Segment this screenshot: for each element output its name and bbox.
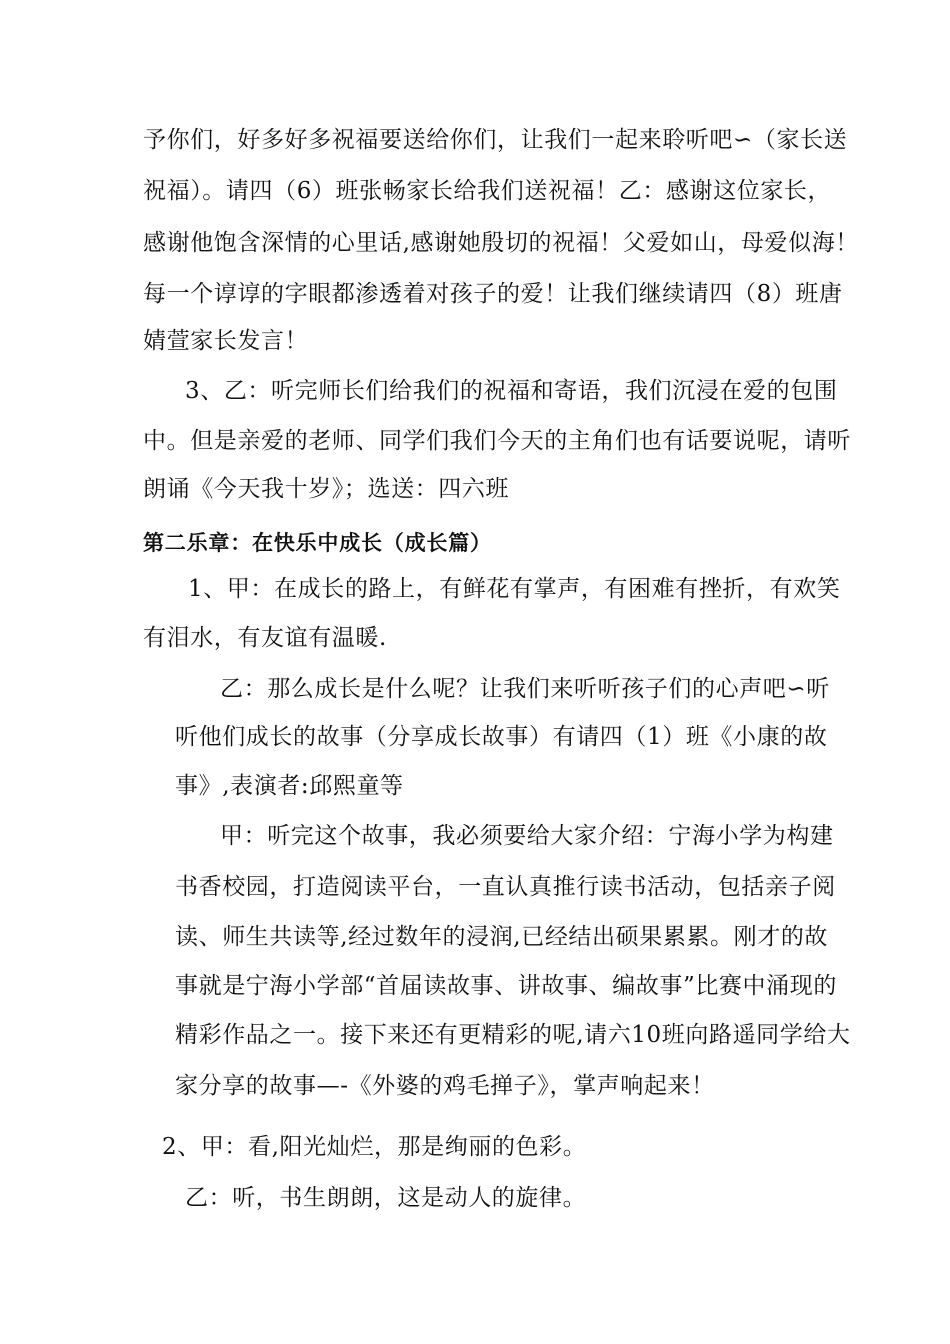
text-line: 书香校园，打造阅读平台，一直认真推行读书活动，包括亲子阅 xyxy=(175,874,836,900)
text-line: 3、乙：听完师长们给我们的祝福和寄语，我们沉浸在爱的包围 xyxy=(185,378,838,404)
text-line: 精彩作品之一。接下来还有更精彩的呢,请六10班向路遥同学给大 xyxy=(175,1022,851,1048)
text-line: 事就是宁海小学部“首届读故事、讲故事、编故事”比赛中涌现的 xyxy=(175,973,837,999)
text-line: 听他们成长的故事（分享成长故事）有请四（1）班《小康的故 xyxy=(175,724,828,750)
section-heading: 第二乐章：在快乐中成长（成长篇） xyxy=(143,531,492,555)
text-line: 婧萱家长发言！ xyxy=(143,328,309,354)
text-line: 感谢他饱含深情的心里话,感谢她殷切的祝福！父爱如山，母爱似海！ xyxy=(143,230,859,256)
text-line: 予你们，好多好多祝福要送给你们，让我们一起来聆听吧∽（家长送 xyxy=(143,127,848,153)
text-line: 家分享的故事—-《外婆的鸡毛掸子》，掌声响起来！ xyxy=(175,1073,715,1099)
text-line: 乙：听，书生朗朗，这是动人的旋律。 xyxy=(185,1185,587,1211)
text-line: 乙：那么成长是什么呢？让我们来听听孩子们的心声吧∽听 xyxy=(220,676,830,702)
text-line: 甲：听完这个故事，我必须要给大家介绍：宁海小学为构建 xyxy=(220,823,834,849)
text-line: 有泪水，有友谊有温暖. xyxy=(143,625,387,651)
text-line: 事》,表演者:邱熙童等 xyxy=(175,773,404,799)
text-line: 每一个谆谆的字眼都渗透着对孩子的爱！让我们继续请四（8）班唐 xyxy=(143,281,843,307)
text-line: 1、甲：在成长的路上，有鲜花有掌声，有困难有挫折，有欢笑 xyxy=(188,576,841,602)
text-line: 2、甲：看,阳光灿烂，那是绚丽的色彩。 xyxy=(162,1134,587,1160)
text-line: 读、师生共读等,经过数年的浸润,已经结出硕果累累。刚才的故 xyxy=(175,924,829,950)
text-line: 中。但是亲爱的老师、同学们我们今天的主角们也有话要说呢，请听 xyxy=(143,428,851,454)
text-line: 朗诵《今天我十岁》；选送：四六班 xyxy=(143,476,510,502)
text-line: 祝福）。请四（6）班张畅家长给我们送祝福！乙：感谢这位家长， xyxy=(143,178,832,204)
